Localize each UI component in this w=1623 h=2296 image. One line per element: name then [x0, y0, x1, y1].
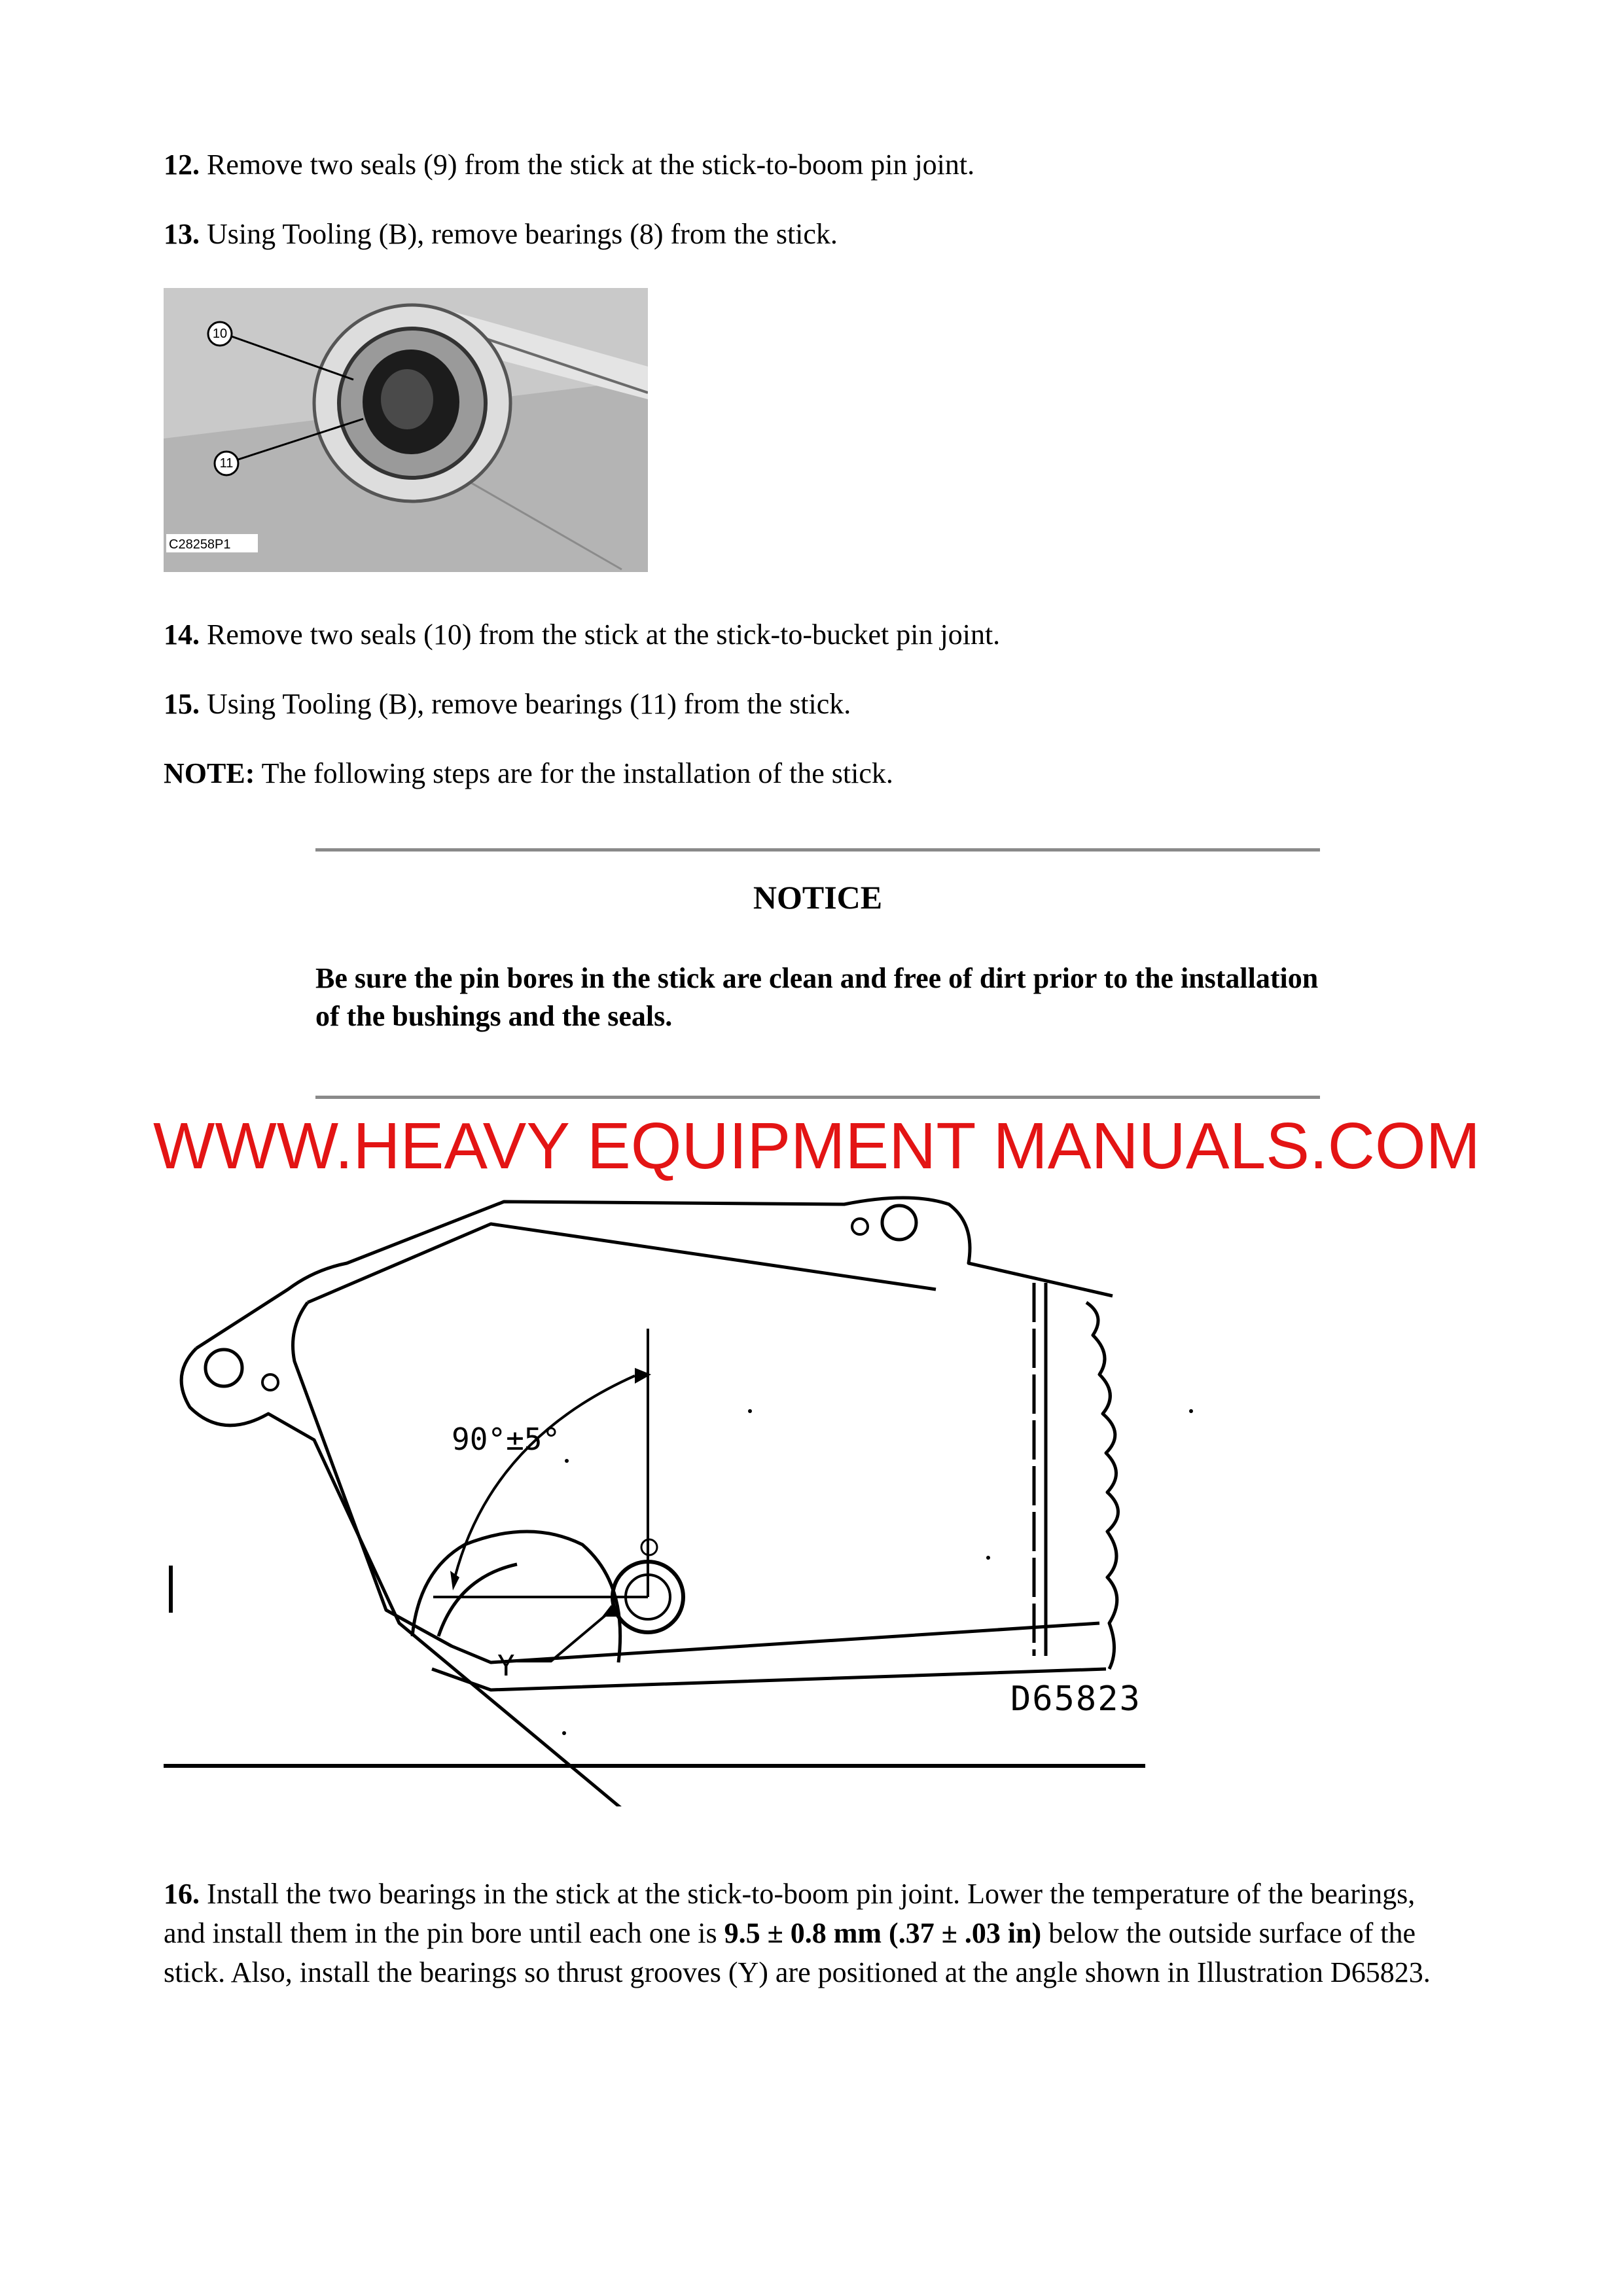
step-number: 13. [164, 218, 200, 250]
step-12 [164, 145, 1446, 185]
notice-body: Be sure the pin bores in the stick are clean and free of dirt prior to the installation of the bushings and the seals. [315, 962, 1319, 1032]
grooves-marker: Y [497, 1649, 515, 1683]
step-16 [164, 1874, 1446, 1992]
illustration-id: D65823 [1010, 1679, 1141, 1719]
spec-value: 9.5 ± 0.8 mm (.37 ± .03 in) [724, 1917, 1042, 1949]
step-text: Using Tooling (B), remove bearings (8) from the stick. [207, 218, 838, 250]
step-text: Using Tooling (B), remove bearings (11) from the stick. [207, 688, 851, 720]
step-15 [164, 685, 1446, 724]
bearing-photo [164, 288, 648, 572]
step-text-b: below the outside surface of the stick. Also, install the bearings so thrust grooves (Y) are positioned at the angle shown in Illustration D65823. [164, 1917, 1431, 1988]
note-label: NOTE: [164, 757, 255, 789]
note [164, 754, 1446, 793]
note-text: The following steps are for the installation of the stick. [261, 757, 893, 789]
step-number: 15. [164, 688, 200, 720]
angle-label: 90°±5° [452, 1422, 561, 1457]
step-13 [164, 215, 1446, 254]
photo-id: C28258P1 [169, 537, 231, 552]
step-text: Remove two seals (10) from the stick at the stick-to-bucket pin joint. [207, 619, 1001, 651]
notice-top-rule [315, 848, 1320, 852]
step-14 [164, 615, 1446, 655]
watermark: WWW.HEAVY EQUIPMENT MANUALS.COM [153, 1109, 1480, 1183]
step-number: 16. [164, 1878, 200, 1910]
photo-callout-11: 11 [219, 456, 234, 471]
notice-bottom-rule [315, 1096, 1320, 1099]
step-text-a: Install the two bearings in the stick at the stick-to-boom pin joint. Lower the temperature of the bearings, and install them in the pin bore until each one is [164, 1878, 1416, 1949]
photo-callout-10: 10 [212, 327, 228, 341]
step-number: 12. [164, 149, 200, 181]
step-number: 14. [164, 619, 200, 651]
step-text: Remove two seals (9) from the stick at the stick-to-boom pin joint. [207, 149, 975, 181]
notice-title: NOTICE [753, 879, 883, 916]
